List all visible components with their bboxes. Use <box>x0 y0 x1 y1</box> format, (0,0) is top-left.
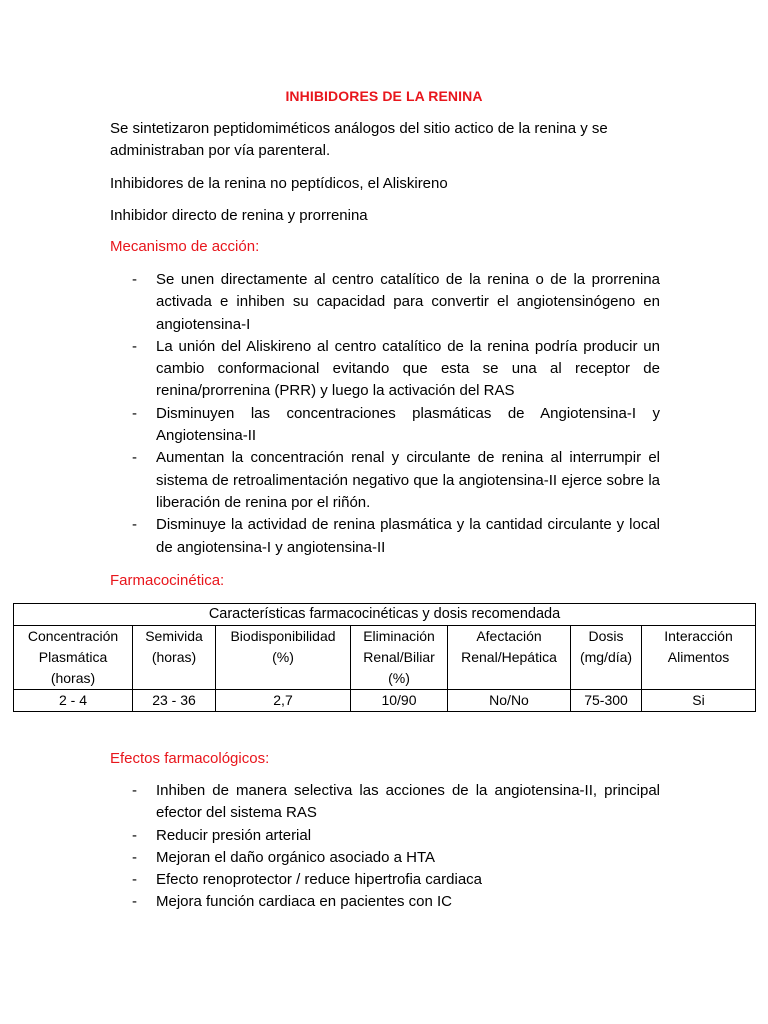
mechanism-item: - Se unen directamente al centro catalítico de la renina o de la prorrenina activada e inhiben su capacidad para convertir el angiotensinógeno en angiotensina-I <box>110 269 660 336</box>
column-header: Concentración Plasmática (horas) <box>14 626 133 690</box>
effects-heading: Efectos farmacológicos: <box>110 750 270 767</box>
mechanism-item: - La unión del Aliskireno al centro catalítico de la renina podría producir un cambio conformacional evitando que esta se una al receptor de renina/prorrenina (PRR) y luego la activación del RAS <box>110 336 660 403</box>
column-header: Eliminación Renal/Biliar (%) <box>351 626 448 690</box>
mechanism-list <box>110 269 660 559</box>
pharmacokinetics-table <box>13 603 756 712</box>
table-cell: No/No <box>448 690 571 712</box>
table-cell: 75-300 <box>571 690 642 712</box>
intro-paragraph-3: Inhibidor directo de renina y prorrenina <box>110 207 368 224</box>
intro-paragraph-2: Inhibidores de la renina no peptídicos, el Aliskireno <box>110 175 448 192</box>
intro-paragraph-1: Se sintetizaron peptidomiméticos análogos del sitio actico de la renina y se administraban por vía parenteral. <box>110 120 608 159</box>
column-header: Afectación Renal/Hepática <box>448 626 571 690</box>
table-cell: 2 - 4 <box>14 690 133 712</box>
effects-item: - Inhiben de manera selectiva las acciones de la angiotensina-II, principal efector del sistema RAS <box>110 780 660 825</box>
effects-item: - Mejoran el daño orgánico asociado a HTA <box>110 847 660 869</box>
table-row <box>14 690 756 712</box>
table-cell: 10/90 <box>351 690 448 712</box>
column-header: Interacción Alimentos <box>642 626 756 690</box>
table-cell: 2,7 <box>216 690 351 712</box>
mechanism-item: - Aumentan la concentración renal y circulante de renina al interrumpir el sistema de retroalimentación negativo que la angiotensina-II ejerce sobre la liberación de renina por el riñón. <box>110 447 660 514</box>
column-header: Semivida (horas) <box>133 626 216 690</box>
effects-item: - Efecto renoprotector / reduce hipertrofia cardiaca <box>110 869 660 891</box>
mechanism-item: - Disminuyen las concentraciones plasmáticas de Angiotensina-I y Angiotensina-II <box>110 403 660 448</box>
effects-item: - Reducir presión arterial <box>110 825 660 847</box>
pharmacokinetics-heading: Farmacocinética: <box>110 572 225 589</box>
effects-item: - Mejora función cardiaca en pacientes con IC <box>110 891 660 913</box>
mechanism-item: - Disminuye la actividad de renina plasmática y la cantidad circulante y local de angiotensina-I y angiotensina-II <box>110 514 660 559</box>
table-cell: 23 - 36 <box>133 690 216 712</box>
mechanism-heading: Mecanismo de acción: <box>110 238 260 255</box>
table-caption: Características farmacocinéticas y dosis recomendada <box>14 604 756 626</box>
column-header: Biodisponibilidad (%) <box>216 626 351 690</box>
table-caption-row <box>14 604 756 626</box>
page-title: INHIBIDORES DE LA RENINA <box>285 88 483 104</box>
effects-list <box>110 780 660 914</box>
table-cell: Si <box>642 690 756 712</box>
table-header-row <box>14 626 756 690</box>
column-header: Dosis (mg/día) <box>571 626 642 690</box>
